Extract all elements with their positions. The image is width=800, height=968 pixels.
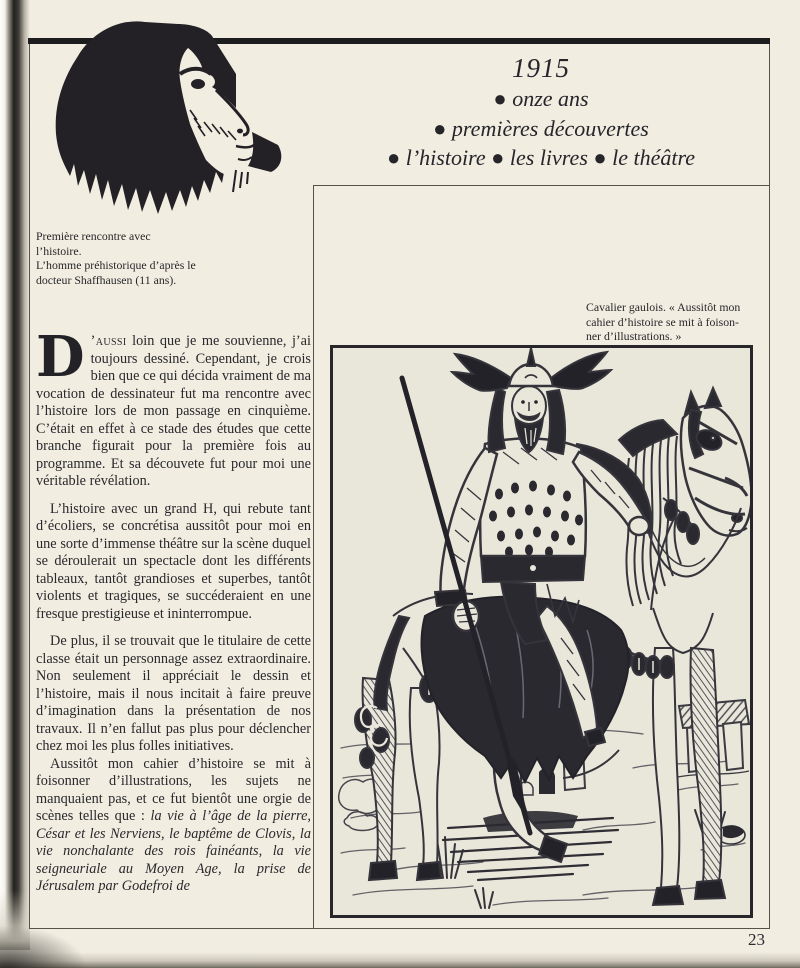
small-caps-lead: ’aussi — [90, 333, 127, 349]
caption-line: ner d’illustrations. » — [586, 329, 682, 344]
paragraph-text: Aussitôt mon cahier d’histoire se mit à foisonner d’illustrations, les sujets ne manquaient pas, et ce fut bientôt une orgie de scènes telles que : — [36, 755, 311, 824]
page-bottom-edge — [0, 952, 800, 968]
body-text-column — [36, 324, 311, 896]
rock-shadow — [723, 825, 744, 838]
chapter-topic: ● onze ans — [493, 86, 589, 111]
chapter-heading — [313, 52, 769, 173]
column-divider-rule — [313, 185, 314, 928]
drop-cap: D — [36, 324, 85, 390]
page-corner-shadow — [0, 924, 90, 968]
left-border-rule — [29, 44, 30, 928]
caption-line: docteur Shaffhausen (11 ans). — [36, 272, 177, 287]
caption-line: l’histoire. — [36, 243, 82, 258]
paragraph: L’histoire avec un grand H, qui rebute tant d’écoliers, se concrétisa aussitôt pour moi en une sorte d’immense théâtre sur la scène duquel se déroulerait un spectacle dont les différents tableaux, tantôt grandioses et superbes, tantôt violents et tragiques, se succéderaient en une fresque prestigieuse et ininterrompue. — [36, 500, 311, 622]
paragraph-italic-text: la vie à l’âge de la pierre, César et les Nerviens, le baptême de Clovis, la vie nonchalante des rois fainéants, la vie seigneuriale au Moyen Age, la prise de Jérusalem par Godefroi de — [36, 808, 311, 894]
cavalier-illustration-caption — [586, 300, 771, 344]
page-left-edge — [0, 0, 30, 950]
paragraph — [36, 756, 311, 896]
chapter-topic: ● l’histoire ● les livres ● le théâtre — [386, 145, 696, 170]
right-border-rule — [769, 44, 770, 928]
prehistoric-man-illustration — [40, 14, 290, 224]
chapter-year: 1915 — [512, 53, 570, 83]
page-number: 23 — [748, 930, 765, 949]
caption-line: L’homme préhistorique d’après le — [36, 258, 196, 273]
cavalier-gaulois-illustration — [333, 348, 750, 915]
illustration-top-rule — [313, 185, 770, 186]
head-illustration-caption — [36, 229, 276, 287]
paragraph: De plus, il se trouvait que le titulaire de cette classe était un personnage assez extraordinaire. Non seulement il appréciait le dessin et l’histoire, mais il nous incitait à faire preuve d’imagination dans la présentation de nos travaux. Il n’en fallut pas plus pour déclencher chez moi les plus folles initiatives. — [36, 633, 311, 754]
paragraph-text: loin que je me souvienne, j’ai toujours dessiné. Cependant, je crois bien que ce qui décida vraiment de ma vocation de dessinateur fut ma rencontre avec l’histoire lors de mon passage en cinquième. C’était en effet à ce stade des études que cette branche figurait pour la première fois au programme. Et sa découvete fut pour moi une véritable révélation. — [36, 333, 311, 489]
chapter-topic: ● premières découvertes — [433, 115, 649, 141]
caption-line: Première rencontre avec — [36, 229, 151, 243]
cavalier-illustration-frame — [330, 345, 753, 918]
caption-line: cahier d’histoire se mit à foison- — [586, 314, 739, 329]
paragraph — [36, 324, 311, 491]
caption-line: Cavalier gaulois. « Aussitôt mon — [586, 300, 741, 314]
prehistoric-head-art — [56, 21, 282, 214]
bottom-border-rule — [29, 928, 770, 929]
